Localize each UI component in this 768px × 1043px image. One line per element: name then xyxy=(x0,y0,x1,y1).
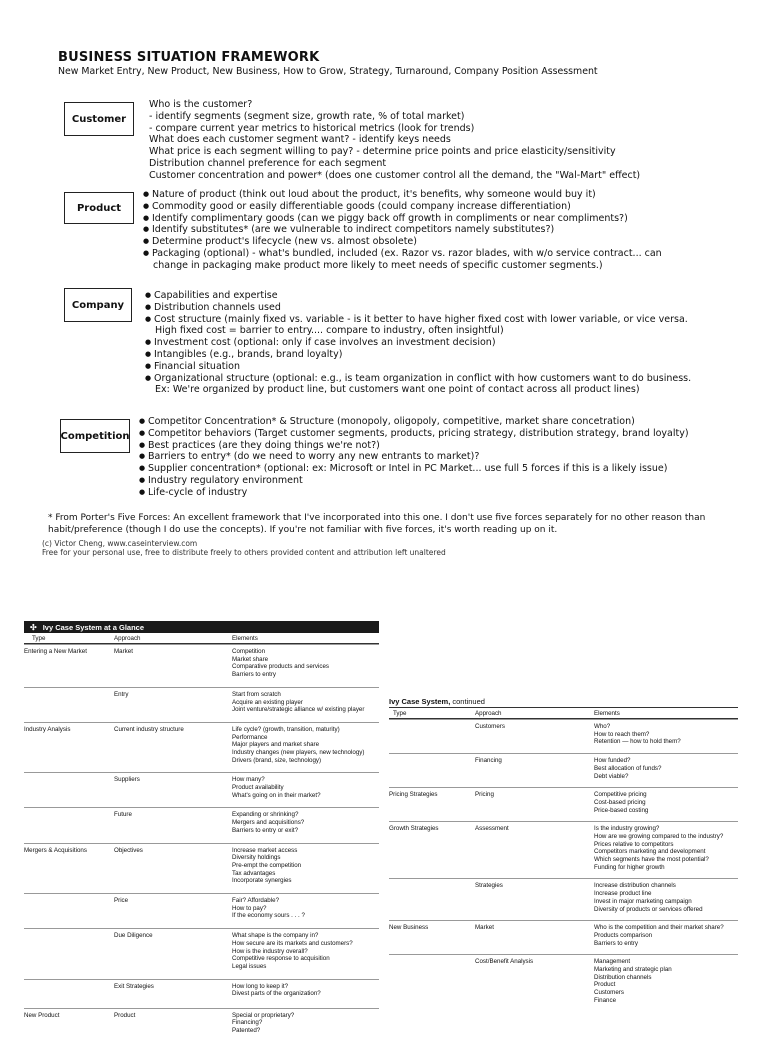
row-elements: Who is the competition and their market share? Products comparison Barriers to entry xyxy=(594,924,724,947)
company-section xyxy=(145,290,691,396)
customer-line: Who is the customer? xyxy=(149,99,253,110)
row-type: Mergers & Acquisitions xyxy=(24,846,87,854)
table-row xyxy=(24,644,379,687)
product-line: ● Packaging (optional) - what's bundled, included (ex. Razor vs. razor blades, with w/o service contract... can xyxy=(143,248,662,260)
table-row xyxy=(24,928,379,979)
row-approach: Financing xyxy=(475,757,502,765)
table-row xyxy=(389,920,738,954)
usage-credit: Free for your personal use, free to distribute freely to others provided content and attribution left unaltered xyxy=(42,548,446,557)
product-line: ● Commodity good or easily differentiable goods (could company increase differentiation) xyxy=(143,201,662,213)
table-row xyxy=(389,878,738,920)
row-approach: Future xyxy=(114,811,132,819)
ivy-right-caption xyxy=(389,697,738,707)
row-elements: Is the industry growing? How are we growing compared to the industry? Prices relative to competitors Competitors marketing and development Which segments have the most potential? Funding for higher growth xyxy=(594,825,724,871)
row-approach: Assessment xyxy=(475,825,509,833)
page-subtitle: New Market Entry, New Product, New Business, How to Grow, Strategy, Turnaround, Company Position Assessment xyxy=(58,66,598,77)
company-line: ● Capabilities and expertise xyxy=(145,290,691,302)
row-approach: Cost/Benefit Analysis xyxy=(475,958,534,966)
row-approach: Objectives xyxy=(114,846,143,854)
product-line: change in packaging make product more likely to meet needs of specific customer segments.) xyxy=(153,259,603,271)
ivy-case-table-right xyxy=(389,697,738,1024)
row-elements: Competition Market share Comparative products and services Barriers to entry xyxy=(232,648,329,679)
ivy-right-header xyxy=(389,707,738,719)
row-approach: Pricing xyxy=(475,791,494,799)
col-header-type: Type xyxy=(32,635,46,642)
row-elements: Increase market access Diversity holdings Pre-empt the competition Tax advantages Incorporate synergies xyxy=(232,846,302,885)
ivy-right-title: Ivy Case System, xyxy=(389,697,451,706)
ivy-case-table-left xyxy=(24,621,379,1035)
competition-section xyxy=(139,416,689,499)
row-approach: Due Diligence xyxy=(114,932,153,940)
row-elements: Special or proprietary? Financing? Patented? xyxy=(232,1011,295,1035)
table-row xyxy=(389,753,738,787)
compass-icon: ✣ xyxy=(30,622,37,632)
row-elements: Management Marketing and strategic plan Distribution channels Product Customers Finance xyxy=(594,958,672,1004)
row-approach: Current industry structure xyxy=(114,725,184,733)
row-elements: Competitive pricing Cost-based pricing Price-based costing xyxy=(594,791,649,814)
row-type: New Product xyxy=(24,1011,60,1019)
row-approach: Exit Strategies xyxy=(114,982,154,990)
product-line: ● Identify complimentary goods (can we piggy back off growth in compliments or near compliments?) xyxy=(143,213,662,225)
row-elements: Start from scratch Acquire an existing player Joint venture/strategic alliance w/ existing player xyxy=(232,690,365,714)
customer-line: What does each customer segment want? - identify keys needs xyxy=(149,134,451,146)
row-type: New Business xyxy=(389,924,429,932)
footnote: * From Porter's Five Forces: An excellent framework that I've incorporated into this one. I don't use five forces separately for no other reason than habit/preference (though I do use the concepts). If you're not familiar with five forces, it's worth reading up on it. xyxy=(48,513,706,535)
company-line: High fixed cost = barrier to entry.... compare to industry, often insightful) xyxy=(155,325,504,337)
table-row xyxy=(24,722,379,773)
row-elements: Fair? Affordable? How to pay? If the economy sours . . . ? xyxy=(232,897,305,920)
row-type: Pricing Strategies xyxy=(389,791,438,799)
table-row xyxy=(24,772,379,807)
competition-line: ● Industry regulatory environment xyxy=(139,475,689,487)
col-header-approach: Approach xyxy=(114,635,141,642)
page-title: BUSINESS SITUATION FRAMEWORK xyxy=(58,50,320,65)
competition-line: ● Supplier concentration* (optional: ex: Microsoft or Intel in PC Market... use full 5 forces if this is a likely issue) xyxy=(139,463,689,475)
competition-line: ● Barriers to entry* (do we need to worry any new entrants to market)? xyxy=(139,451,689,463)
table-row xyxy=(389,954,738,1011)
row-elements: Increase distribution channels Increase product line Invest in major marketing campaign Diversity of products or services offered xyxy=(594,882,703,913)
row-approach: Entry xyxy=(114,690,129,698)
customer-section xyxy=(149,99,640,182)
row-elements: How funded? Best allocation of funds? Debt viable? xyxy=(594,757,662,780)
row-elements: Life cycle? (growth, transition, maturity) Performance Major players and market share Industry changes (new players, new technology) Drivers (brand, size, technology) xyxy=(232,725,365,764)
row-approach: Customers xyxy=(475,723,505,730)
table-row xyxy=(24,1008,379,1043)
col-header-approach: Approach xyxy=(475,710,502,717)
row-approach: Product xyxy=(114,1011,136,1019)
customer-label-box: Customer xyxy=(64,102,134,136)
competition-line: ● Best practices (are they doing things we're not?) xyxy=(139,440,689,452)
row-type: Entering a New Market xyxy=(24,648,87,655)
table-row xyxy=(24,979,379,1008)
customer-line: Distribution channel preference for each segment xyxy=(149,157,387,169)
ivy-left-titlebar xyxy=(24,621,379,633)
product-label-box: Product xyxy=(64,192,134,224)
company-line: ● Investment cost (optional: only if case involves an investment decision) xyxy=(145,337,691,349)
col-header-elements: Elements xyxy=(232,635,258,642)
row-type: Growth Strategies xyxy=(389,825,439,833)
company-line: Ex: We're organized by product line, but customers want one point of contact across all product lines) xyxy=(155,384,640,396)
product-line: ● Nature of product (think out loud about the product, it's benefits, why someone would buy it) xyxy=(143,189,662,201)
table-row xyxy=(24,893,379,928)
row-elements: How many? Product availability What's going on in their market? xyxy=(232,776,321,799)
customer-line: - compare current year metrics to historical metrics (look for trends) xyxy=(149,122,475,134)
ivy-right-title-suffix: continued xyxy=(450,697,485,706)
row-approach: Market xyxy=(114,648,133,655)
table-row xyxy=(389,787,738,821)
table-row xyxy=(24,807,379,842)
customer-line: What price is each segment willing to pay? - determine price points and price elasticity/sensitivity xyxy=(149,146,616,158)
table-row xyxy=(389,719,738,753)
row-approach: Suppliers xyxy=(114,776,140,784)
col-header-type: Type xyxy=(393,710,407,717)
company-line: ● Cost structure (mainly fixed vs. variable - is it better to have higher fixed cost with lower variable, or vice versa. xyxy=(145,314,691,326)
row-approach: Strategies xyxy=(475,882,503,890)
row-elements: Expanding or shrinking? Mergers and acquisitions? Barriers to entry or exit? xyxy=(232,811,305,834)
col-header-elements: Elements xyxy=(594,710,620,717)
competition-line: ● Life-cycle of industry xyxy=(139,487,689,499)
company-line: ● Intangibles (e.g., brands, brand loyalty) xyxy=(145,349,691,361)
row-elements: Who? How to reach them? Retention — how to hold them? xyxy=(594,723,681,746)
product-line: ● Determine product's lifecycle (new vs. almost obsolete) xyxy=(143,236,662,248)
company-line: ● Financial situation xyxy=(145,361,691,373)
table-row xyxy=(389,821,738,878)
row-elements: What shape is the company in? How secure are its markets and customers? How is the industry overall? Competitive response to acquisition Legal issues xyxy=(232,932,353,970)
company-label-box: Company xyxy=(64,288,132,322)
table-row xyxy=(24,687,379,722)
row-approach: Price xyxy=(114,897,129,905)
table-row xyxy=(24,843,379,894)
customer-line: - identify segments (segment size, growth rate, % of total market) xyxy=(149,110,465,122)
row-approach: Market xyxy=(475,924,494,932)
competition-label-box: Competition xyxy=(60,419,130,453)
row-elements: How long to keep it? Divest parts of the organization? xyxy=(232,982,321,998)
company-line: ● Distribution channels used xyxy=(145,302,691,314)
customer-line: Customer concentration and power* (does one customer control all the demand, the "Wal-Mart" effect) xyxy=(149,169,641,181)
product-section xyxy=(143,189,662,272)
competition-line: ● Competitor Concentration* & Structure (monopoly, oligopoly, competitive, market share concetration) xyxy=(139,416,689,428)
company-line: ● Organizational structure (optional: e.g., is team organization in conflict with how customers want to do business. xyxy=(145,373,691,385)
ivy-left-header xyxy=(24,633,379,644)
row-type: Industry Analysis xyxy=(24,725,71,733)
ivy-left-title: Ivy Case System at a Glance xyxy=(42,622,145,632)
product-line: ● Identify substitutes* (are we vulnerable to indirect competitors namely substitutes?) xyxy=(143,224,662,236)
competition-line: ● Competitor behaviors (Target customer segments, products, pricing strategy, distribution strategy, brand loyalty) xyxy=(139,428,689,440)
copyright-credit: (c) Victor Cheng, www.caseinterview.com xyxy=(42,539,198,548)
